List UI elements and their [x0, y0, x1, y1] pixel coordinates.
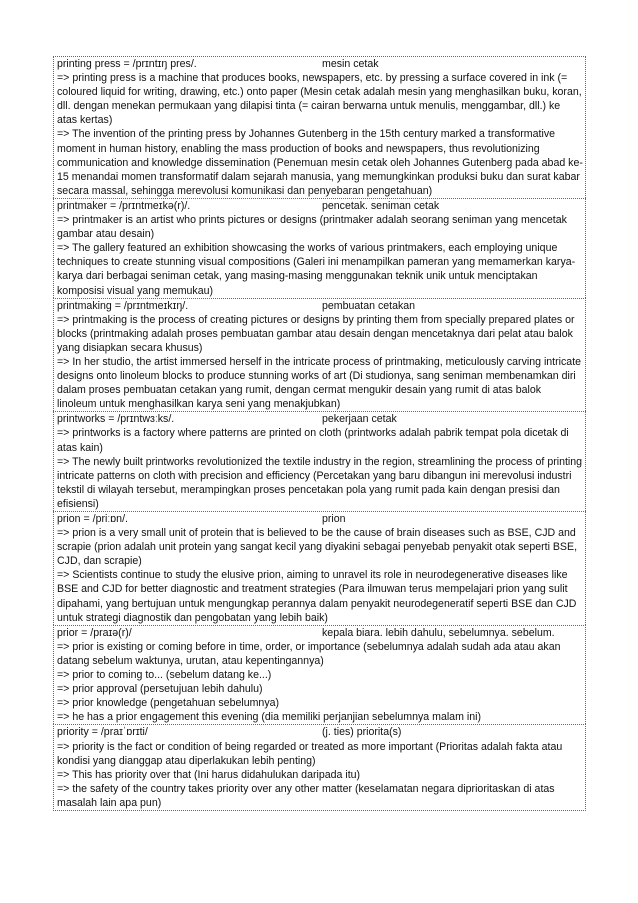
dictionary-entry: [53, 511, 586, 625]
example-line: => he has a prior engagement this evening (dia memiliki perjanjian sebelumnya malam ini): [57, 711, 481, 724]
dictionary-entry: [53, 724, 586, 811]
entry-term: printworks = /prɪntwɜːks/.: [57, 413, 175, 426]
definition-line: => printworks is a factory where patterns are printed on cloth (printworks adalah pabrik tempat pola dicetak di atas kain): [57, 427, 569, 454]
definition-line: => printing press is a machine that produces books, newspapers, etc. by pressing a surface covered in ink (= coloured liquid for writing, drawing, etc.) onto paper (Mesin cetak adalah mesin yang menghasilkan buku, koran, dll. dengan menekan permukaan yang dilapisi tinta (= cairan berwarna untuk menulis, menggambar, dll.) ke atas kertas): [57, 72, 582, 127]
entry-term: priority = /praɪˈɒrɪti/: [57, 726, 148, 739]
definition-line: => prion is a very small unit of protein that is believed to be the cause of brain diseases such as BSE, CJD and scrapie (prion adalah unit protein yang sangat kecil yang diyakini sebagai penyebab penyakit otak seperti BSE, CJD, dan scrapie): [57, 527, 578, 568]
example-line: => prior to coming to... (sebelum datang ke...): [57, 669, 272, 682]
entry-header: [57, 199, 583, 213]
example-line: => This has priority over that (Ini harus didahulukan daripada itu): [57, 768, 361, 781]
entry-term: printmaker = /prɪntmeɪkə(r)/.: [57, 199, 191, 212]
dictionary-entry: [53, 625, 586, 725]
definition-line: => printmaker is an artist who prints pictures or designs (printmaker adalah seorang seniman yang mencetak gambar atau desain): [57, 214, 567, 241]
entry-header: [57, 626, 583, 640]
example-line: => Scientists continue to study the elusive prion, aiming to unravel its role in neurodegenerative diseases like BSE and CJD for better diagnostic and treatment strategies (Para ilmuwan terus mempelajari prion yang sulit dipahami, yang bertujuan untuk mengungkap perannya dalam penyakit neurodegeneratif seperti BSE dan CJD untuk strategi diagnostik dan pengobatan yang lebih baik): [57, 569, 577, 624]
definition-line: => priority is the fact or condition of being regarded or treated as more important (Prioritas adalah fakta atau kondisi yang dianggap atau diperlakukan lebih penting): [57, 740, 563, 767]
entry-header: [57, 512, 583, 526]
definition-line: => prior is existing or coming before in time, order, or importance (sebelumnya adalah sudah ada atau akan datang sebelum waktunya, urutan, atau kepentingannya): [57, 640, 561, 667]
entry-gloss: pembuatan cetakan: [322, 299, 416, 312]
example-line: => prior knowledge (pengetahuan sebelumnya): [57, 697, 280, 710]
example-line: => the safety of the country takes priority over any other matter (keselamatan negara diprioritaskan di atas masalah lain apa pun): [57, 782, 555, 809]
example-line: => prior approval (persetujuan lebih dahulu): [57, 683, 263, 696]
entry-header: [57, 412, 583, 426]
example-line: => The invention of the printing press by Johannes Gutenberg in the 15th century marked a transformative moment in human history, enabling the mass production of books and newspapers, thus revolutionizing communication and knowledge dissemination (Penemuan mesin cetak oleh Johannes Gutenberg pada abad ke-15 menandai momen transformatif dalam sejarah manusia, yang memungkinkan produksi buku dan surat kabar secara massal, sehingga merevolusi komunikasi dan penyebaran pengetahuan): [57, 128, 583, 197]
entry-header: [57, 299, 583, 313]
dictionary-entry: [53, 298, 586, 412]
example-line: => In her studio, the artist immersed herself in the intricate process of printmaking, meticulously carving intricate designs onto linoleum blocks to produce stunning works of art (Di studionya, sang seniman membenamkan diri dalam proses pembuatan cetakan yang rumit, dengan cermat mengukir desain yang rumit di atas balok linoleum untuk menghasilkan karya seni yang menakjubkan): [57, 355, 582, 411]
example-line: => The newly built printworks revolutionized the textile industry in the region, streamlining the process of printing intricate patterns on cloth with precision and efficiency (Percetakan yang baru dibangun ini merevolusi industri tekstil di wilayah tersebut, merampingkan proses pencetakan pola yang rumit pada kain dengan presisi dan efisiensi): [57, 455, 583, 510]
entry-gloss: prion: [322, 513, 346, 525]
entry-term: prion = /priːɒn/.: [57, 513, 128, 525]
entry-header: [57, 725, 583, 739]
entry-gloss: kepala biara. lebih dahulu, sebelumnya. sebelum.: [322, 626, 555, 639]
entry-gloss: mesin cetak: [322, 58, 379, 70]
dictionary-entry: [53, 56, 586, 198]
entry-term: prior = /praɪə(r)/: [57, 626, 132, 639]
dictionary-page: [53, 56, 586, 811]
dictionary-entry: [53, 198, 586, 298]
entry-gloss: (j. ties) priorita(s): [322, 726, 402, 739]
dictionary-entry: [53, 411, 586, 511]
entry-header: [57, 57, 583, 71]
example-line: => The gallery featured an exhibition showcasing the works of various printmakers, each employing unique techniques to create stunning visual compositions (Galeri ini menampilkan pameran yang memamerkan karya-karya dari berbagai seniman cetak, yang masing-masing menggunakan teknik unik untuk menciptakan komposisi visual yang memukau): [57, 242, 576, 297]
entry-gloss: pencetak. seniman cetak: [322, 199, 440, 212]
entry-term: printing press = /prɪntɪŋ pres/.: [57, 58, 197, 70]
entry-term: printmaking = /prɪntmeɪkɪŋ/.: [57, 299, 189, 312]
entry-gloss: pekerjaan cetak: [322, 413, 397, 426]
definition-line: => printmaking is the process of creating pictures or designs by printing them from specially prepared plates or blocks (printmaking adalah proses pembuatan gambar atau desain dengan mencetaknya dari pelat atau balok yang disiapkan secara khusus): [57, 313, 575, 354]
